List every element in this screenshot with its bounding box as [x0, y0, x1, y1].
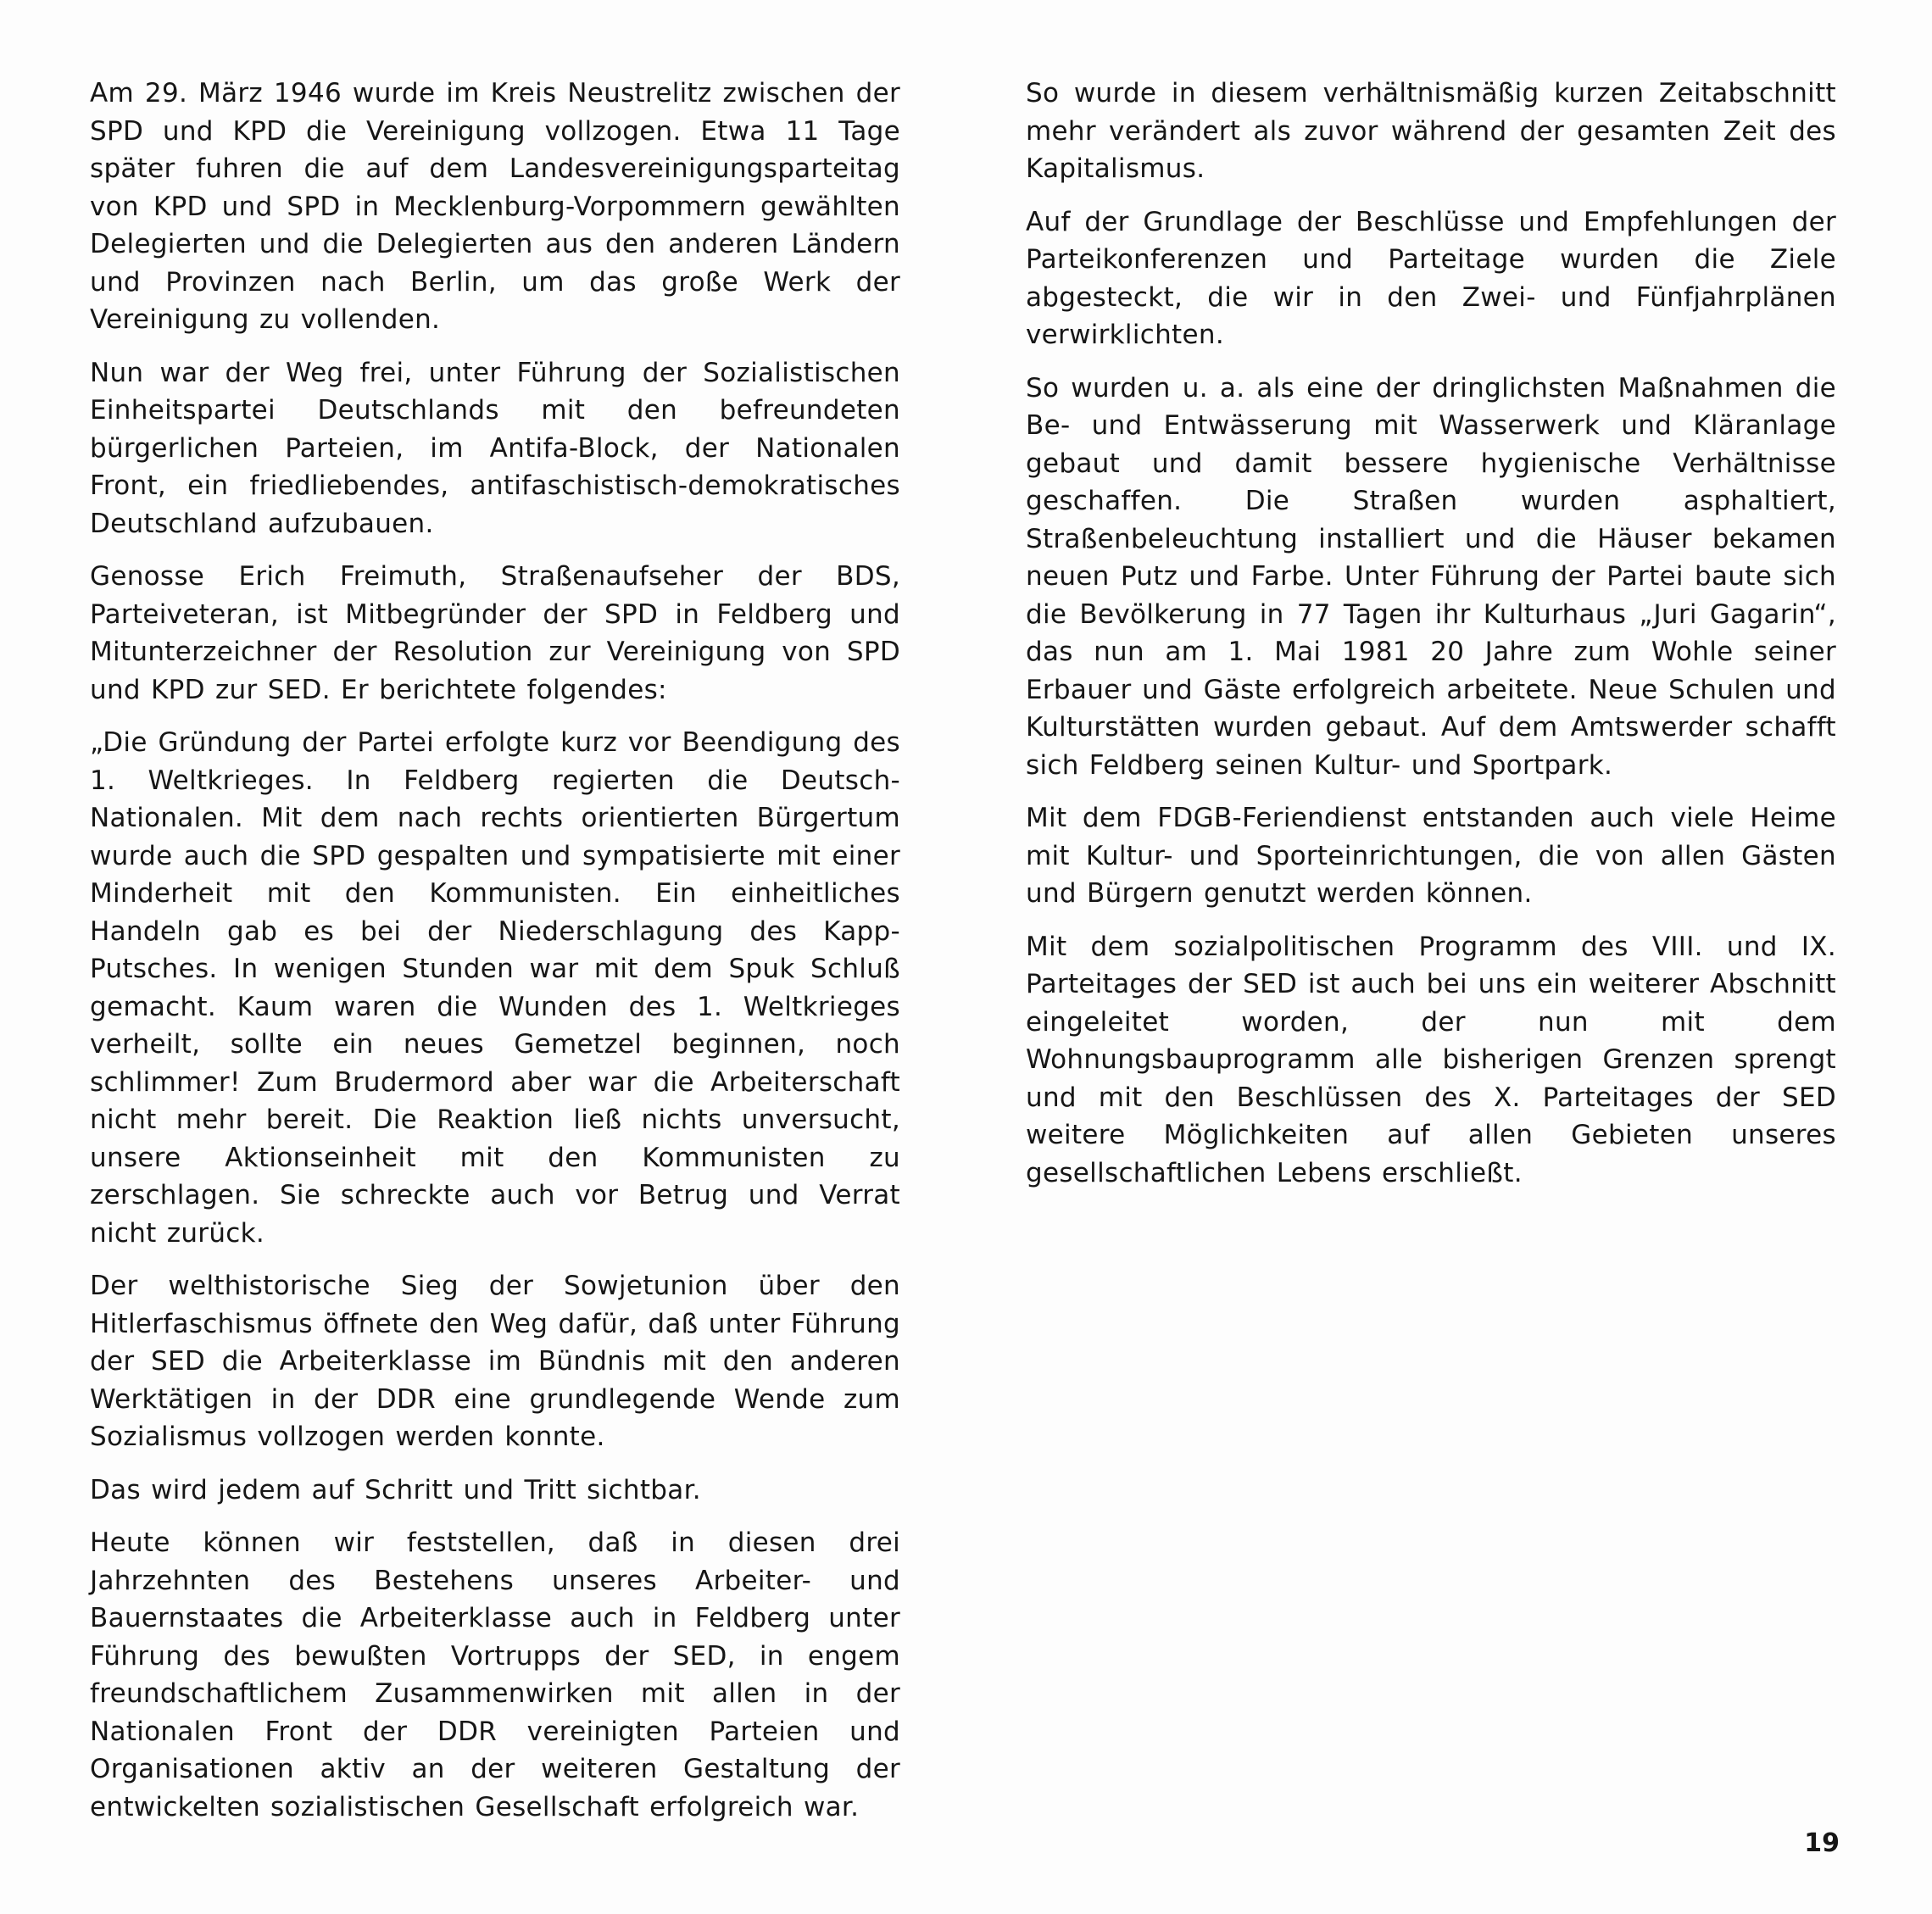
- paragraph: Der welthistorische Sieg der Sowjetunion über den Hitlerfaschismus öffnete den Weg dafür, daß unter Führung der SED die Arbeiterklasse im Bündnis mit den anderen Werktätigen in der DDR eine grundlegende Wende zum Sozialismus vollzogen werden konnte.: [90, 1271, 900, 1452]
- left-text-column: [90, 75, 900, 1841]
- paragraph: Genosse Erich Freimuth, Straßenaufseher der BDS, Parteiveteran, ist Mitbegründer der SPD in Feldberg und Mitunterzeichner der Resolution zur Vereinigung von SPD und KPD zur SED. Er berichtete folgendes:: [90, 561, 900, 705]
- paragraph: So wurde in diesem verhältnismäßig kurzen Zeitabschnitt mehr verändert als zuvor während der gesamten Zeit des Kapitalismus.: [1026, 78, 1836, 184]
- paragraph: Mit dem FDGB-Feriendienst entstanden auch viele Heime mit Kultur- und Sporteinrichtungen, die von allen Gästen und Bürgern genutzt werden können.: [1026, 803, 1836, 909]
- paragraph: Nun war der Weg frei, unter Führung der Sozialistischen Einheitspartei Deutschlands mit den befreundeten bürgerlichen Parteien, im Antifa-Block, der Nationalen Front, ein friedliebendes, antifaschistisch-demokratisches Deutschland aufzubauen.: [90, 357, 900, 539]
- paragraph: Mit dem sozialpolitischen Programm des VIII. und IX. Parteitages der SED ist auch bei uns ein weiterer Abschnitt eingeleitet worden, der nun mit dem Wohnungsbauprogramm alle bisherigen Grenzen sprengt und mit den Beschlüssen des X. Parteitages der SED weitere Möglichkeiten auf allen Gebieten unseres gesellschaftlichen Lebens erschließt.: [1026, 931, 1836, 1188]
- paragraph: Am 29. März 1946 wurde im Kreis Neustrelitz zwischen der SPD und KPD die Vereinigung vollzogen. Etwa 11 Tage später fuhren die auf dem Landesvereinigungsparteitag von KPD und SPD in Mecklenburg-Vorpommern gewählten Delegierten und die Delegierten aus den anderen Ländern und Provinzen nach Berlin, um das große Werk der Vereinigung zu vollenden.: [90, 78, 900, 335]
- paragraph: Das wird jedem auf Schritt und Tritt sichtbar.: [90, 1474, 701, 1505]
- right-text-column: [1026, 75, 1836, 1207]
- paragraph: Auf der Grundlage der Beschlüsse und Empfehlungen der Parteikonferenzen und Parteitage wurden die Ziele abgesteckt, die wir in den Zwei- und Fünfjahrplänen verwirklichten.: [1026, 206, 1836, 350]
- paragraph: „Die Gründung der Partei erfolgte kurz vor Beendigung des 1. Weltkrieges. In Feldberg regierten die Deutsch-Nationalen. Mit dem nach rechts orientierten Bürgertum wurde auch die SPD gespalten und sympatisierte mit einer Minderheit mit den Kommunisten. Ein einheitliches Handeln gab es bei der Niederschlagung des Kapp-Putsches. In wenigen Stunden war mit dem Spuk Schluß gemacht. Kaum waren die Wunden des 1. Weltkrieges verheilt, sollte ein neues Gemetzel beginnen, noch schlimmer! Zum Brudermord aber war die Arbeiterschaft nicht mehr bereit. Die Reaktion ließ nichts unversucht, unsere Aktionseinheit mit den Kommunisten zu zerschlagen. Sie schreckte auch vor Betrug und Verrat nicht zurück.: [90, 727, 900, 1249]
- page-number: 19: [1804, 1828, 1840, 1858]
- paragraph: Heute können wir feststellen, daß in diesen drei Jahrzehnten des Bestehens unseres Arbeiter- und Bauernstaates die Arbeiterklasse auch in Feldberg unter Führung des bewußten Vortrupps der SED, in engem freundschaftlichem Zusammenwirken mit allen in der Nationalen Front der DDR vereinigten Parteien und Organisationen aktiv an der weiteren Gestaltung der entwickelten sozialistischen Gesellschaft erfolgreich war.: [90, 1527, 900, 1822]
- paragraph: So wurden u. a. als eine der dringlichsten Maßnahmen die Be- und Entwässerung mit Wasserwerk und Kläranlage gebaut und damit bessere hygienische Verhältnisse geschaffen. Die Straßen wurden asphaltiert, Straßenbeleuchtung installiert und die Häuser bekamen neuen Putz und Farbe. Unter Führung der Partei baute sich die Bevölkerung in 77 Tagen ihr Kulturhaus „Juri Gagarin“, das nun am 1. Mai 1981 20 Jahre zum Wohle seiner Erbauer und Gäste erfolgreich arbeitete. Neue Schulen und Kulturstätten wurden gebaut. Auf dem Amtswerder schafft sich Feldberg seinen Kultur- und Sportpark.: [1026, 372, 1836, 781]
